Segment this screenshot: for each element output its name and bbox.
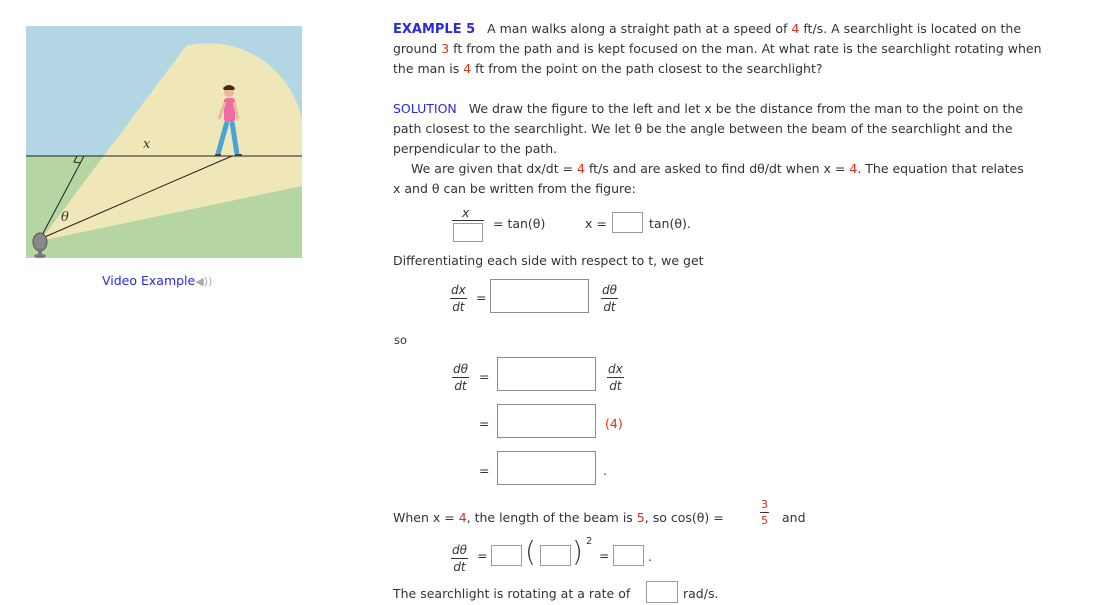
speaker-icon: ◀)) bbox=[195, 275, 213, 288]
solution-heading: SOLUTION bbox=[393, 101, 457, 116]
d2-input-3[interactable] bbox=[497, 451, 596, 485]
final-input-3[interactable] bbox=[613, 545, 644, 566]
d1-den: dt bbox=[452, 300, 465, 314]
eq1-denominator-input[interactable] bbox=[453, 223, 483, 242]
final-theta-den: dt bbox=[453, 560, 466, 574]
solution-line-2: path closest to the searchlight. We let θ be the angle between the beam of the searchlight and the bbox=[393, 121, 1013, 136]
d2-input-1[interactable] bbox=[497, 357, 596, 391]
d2-input-2[interactable] bbox=[497, 404, 596, 438]
when-text-a: When x = bbox=[393, 510, 459, 525]
d1-dtheta-dt bbox=[601, 283, 618, 314]
example-text-6: ft from the point on the path closest to the searchlight? bbox=[475, 61, 823, 76]
figure-theta-label: θ bbox=[61, 210, 69, 225]
given-text-b: ft/s and are asked to find dθ/dt when x = bbox=[584, 161, 850, 176]
cos-den: 5 bbox=[761, 514, 768, 527]
solution-line-3: perpendicular to the path. bbox=[393, 141, 558, 156]
solution-line-4 bbox=[411, 161, 1024, 176]
d4-period: . bbox=[603, 463, 607, 478]
d1-dx-dt bbox=[450, 283, 467, 314]
example-text-2: ft/s. A searchlight is located on the bbox=[803, 21, 1022, 36]
when-and: and bbox=[782, 510, 806, 525]
when-x-value: 4 bbox=[458, 510, 467, 525]
example-line-2 bbox=[393, 41, 1042, 56]
solution-text-1: We draw the figure to the left and let x be the distance from the man to the point on the bbox=[468, 101, 1024, 116]
d1-input[interactable] bbox=[490, 279, 589, 313]
solution-line-1 bbox=[393, 101, 1023, 116]
man-distance-value: 4 bbox=[463, 61, 472, 76]
eq2-lhs: x = bbox=[585, 216, 607, 231]
final-input-1[interactable] bbox=[491, 545, 522, 566]
final-text: The searchlight is rotating at a rate of bbox=[393, 586, 631, 601]
example-text-5: the man is bbox=[393, 61, 460, 76]
d1-theta-den: dt bbox=[603, 300, 616, 314]
when-text-b: , the length of the beam is bbox=[466, 510, 637, 525]
speed-value: 4 bbox=[791, 21, 800, 36]
distance-value: 3 bbox=[441, 41, 450, 56]
d1-num: dx bbox=[451, 283, 466, 297]
video-example-label: Video Example bbox=[102, 273, 196, 288]
d3-equals: = bbox=[479, 416, 490, 431]
when-line bbox=[393, 510, 724, 525]
given-x: 4 bbox=[849, 161, 858, 176]
d2-dx-num: dx bbox=[608, 362, 623, 376]
example-text-3: ground bbox=[393, 41, 438, 56]
eq1-fraction-bar bbox=[452, 220, 484, 221]
beam-length-value: 5 bbox=[636, 510, 645, 525]
left-paren-icon: ( bbox=[525, 535, 536, 568]
given-speed: 4 bbox=[577, 161, 585, 176]
eq2-rhs: tan(θ). bbox=[649, 216, 691, 231]
example-line-1 bbox=[393, 21, 1021, 37]
final-rate-input[interactable] bbox=[646, 581, 678, 603]
d1-equals: = bbox=[476, 290, 487, 305]
example-heading: EXAMPLE 5 bbox=[393, 22, 476, 37]
example-text-4: ft from the path and is kept focused on the man. At what rate is the searchlight rotating when bbox=[453, 41, 1042, 56]
final-theta-num: dθ bbox=[452, 543, 467, 557]
eq1-numerator: x bbox=[462, 205, 470, 220]
right-paren-icon: ) bbox=[572, 535, 583, 568]
so-text: so bbox=[394, 333, 408, 347]
d4-equals: = bbox=[479, 463, 490, 478]
final-period: . bbox=[648, 549, 652, 564]
figure-x-label: x bbox=[143, 137, 151, 152]
d2-dx-den: dt bbox=[609, 379, 622, 393]
final-equals-1: = bbox=[477, 548, 488, 563]
d2-dtheta-dt bbox=[452, 362, 469, 393]
cos-fraction bbox=[760, 498, 769, 527]
final-units: rad/s. bbox=[683, 586, 719, 601]
eq1-rhs: = tan(θ) bbox=[493, 216, 546, 231]
d2-equals: = bbox=[479, 369, 490, 384]
d2-dx-dt bbox=[607, 362, 624, 393]
differentiating-text: Differentiating each side with respect to t, we get bbox=[393, 253, 704, 268]
solution-line-5: x and θ can be written from the figure: bbox=[393, 181, 636, 196]
when-text-c: , so cos(θ) = bbox=[644, 510, 724, 525]
d2-theta-den: dt bbox=[454, 379, 467, 393]
given-text-a: We are given that dx/dt = bbox=[411, 161, 578, 176]
eq2-coefficient-input[interactable] bbox=[612, 212, 643, 233]
exponent: 2 bbox=[586, 536, 593, 547]
cos-num: 3 bbox=[761, 498, 768, 511]
given-text-c: . The equation that relates bbox=[857, 161, 1024, 176]
final-dtheta-dt bbox=[451, 543, 468, 574]
example-line-3 bbox=[393, 61, 822, 76]
final-input-2[interactable] bbox=[540, 545, 571, 566]
paren-four: (4) bbox=[605, 416, 623, 431]
d2-theta-num: dθ bbox=[453, 362, 468, 376]
d1-theta-num: dθ bbox=[602, 283, 617, 297]
final-equals-2: = bbox=[599, 548, 610, 563]
video-example-link[interactable] bbox=[102, 273, 212, 288]
example-text-1: A man walks along a straight path at a speed of bbox=[487, 21, 788, 36]
